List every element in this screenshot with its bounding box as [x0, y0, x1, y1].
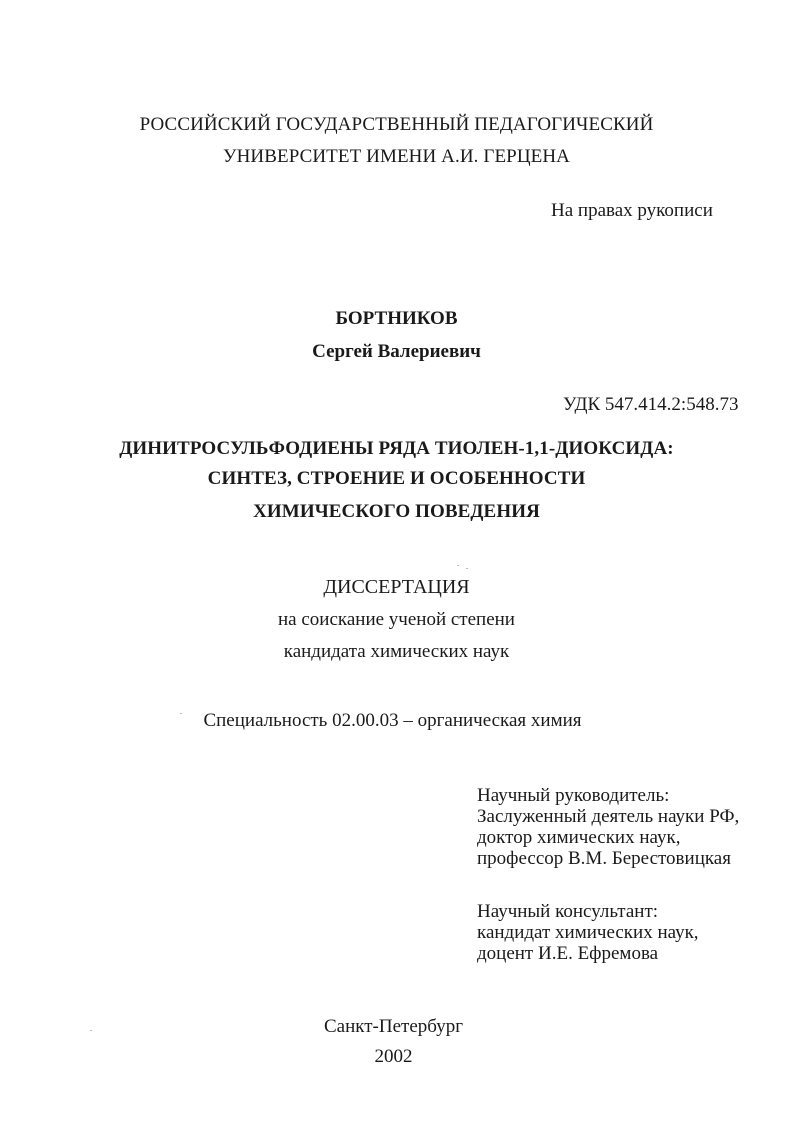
institution-line-2: УНИВЕРСИТЕТ ИМЕНИ А.И. ГЕРЦЕНА — [223, 146, 570, 167]
author-surname: БОРТНИКОВ — [335, 308, 458, 329]
supervisor-name: профессор В.М. Берестовицкая — [477, 848, 731, 869]
consultant-block — [477, 901, 699, 964]
title-line-1: ДИНИТРОСУЛЬФОДИЕНЫ РЯДА ТИОЛЕН-1,1-ДИОКСИДА: — [119, 438, 674, 459]
author-given-names: Сергей Валериевич — [312, 341, 481, 362]
work-type-degree-line: на соискание ученой степени — [278, 609, 515, 630]
supervisor-block — [477, 785, 739, 869]
institution-line-1: РОССИЙСКИЙ ГОСУДАРСТВЕННЫЙ ПЕДАГОГИЧЕСКИЙ — [139, 114, 654, 135]
supervisor-honor: Заслуженный деятель науки РФ, — [477, 806, 740, 827]
work-type-label: ДИССЕРТАЦИЯ — [323, 576, 470, 598]
consultant-heading: Научный консультант: — [477, 901, 659, 922]
year: 2002 — [374, 1046, 413, 1067]
title-line-2: СИНТЕЗ, СТРОЕНИЕ И ОСОБЕННОСТИ — [207, 468, 586, 489]
city: Санкт-Петербург — [323, 1016, 463, 1037]
work-type-field-line: кандидата химических наук — [283, 641, 510, 662]
supervisor-degree: доктор химических наук, — [477, 827, 681, 848]
manuscript-rights-note: На правах рукописи — [551, 200, 713, 221]
specialty: Специальность 02.00.03 – органическая химия — [203, 710, 582, 731]
scan-speck — [90, 1030, 92, 1031]
supervisor-heading: Научный руководитель: — [477, 785, 670, 806]
consultant-name: доцент И.Е. Ефремова — [477, 943, 659, 964]
scan-speck — [180, 713, 182, 714]
scan-speck — [457, 565, 459, 566]
title-line-3: ХИМИЧЕСКОГО ПОВЕДЕНИЯ — [253, 501, 540, 522]
scan-speck — [466, 568, 468, 569]
consultant-degree: кандидат химических наук, — [477, 922, 699, 943]
udc-code: УДК 547.414.2:548.73 — [563, 394, 739, 415]
